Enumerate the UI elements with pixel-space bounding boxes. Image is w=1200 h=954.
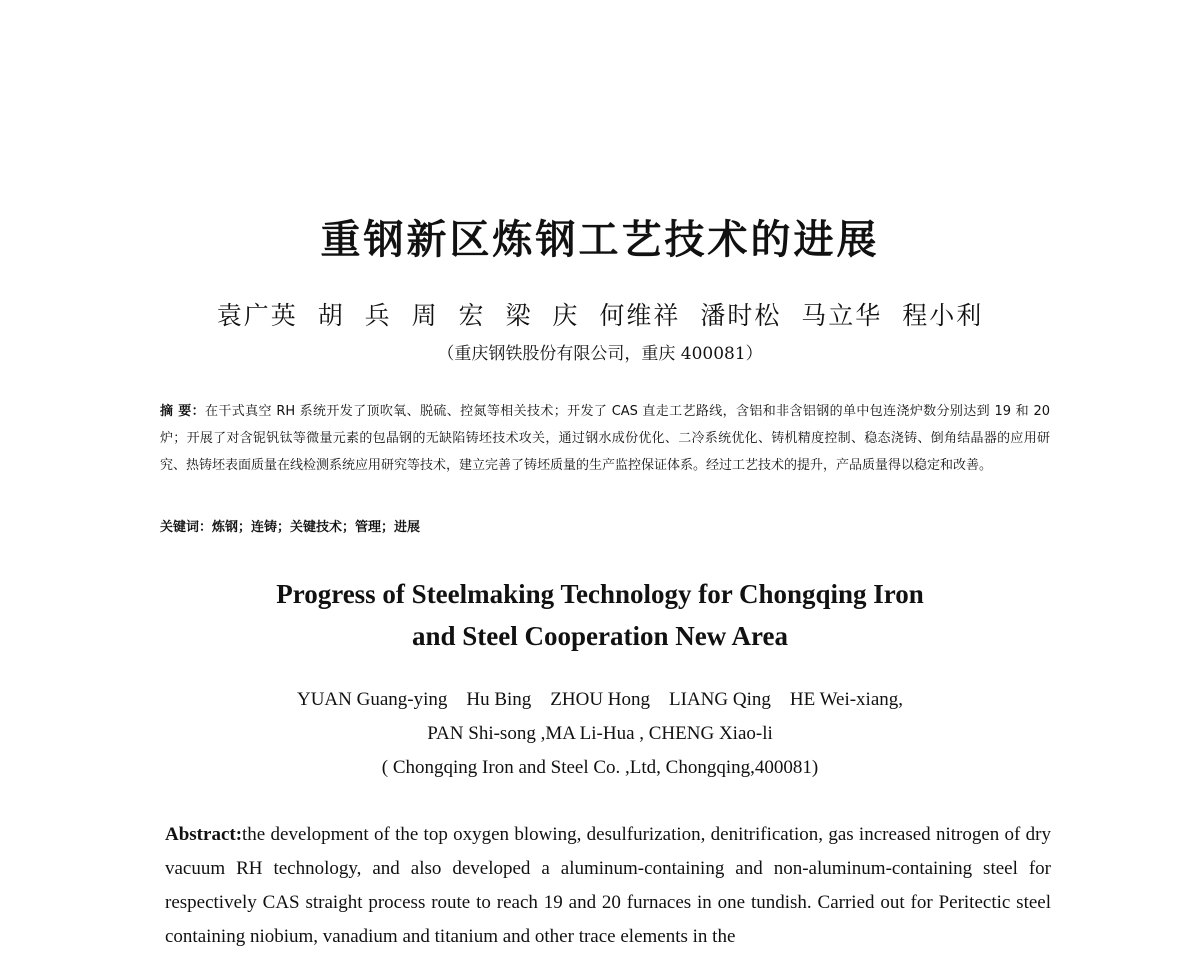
english-title-line-2: and Steel Cooperation New Area xyxy=(412,621,788,651)
chinese-abstract xyxy=(160,398,1050,479)
chinese-authors: 袁广英 胡 兵 周 宏 梁 庆 何维祥 潘时松 马立华 程小利 xyxy=(216,301,984,330)
chinese-keywords-text: 炼钢；连铸；关键技术；管理；进展 xyxy=(212,520,421,535)
english-affiliation: ( Chongqing Iron and Steel Co. ,Ltd, Chongqing,400081) xyxy=(381,757,819,778)
english-title-line-1: Progress of Steelmaking Technology for Chongqing Iron xyxy=(276,579,924,609)
chinese-keywords xyxy=(160,516,420,535)
chinese-abstract-text: 在干式真空 RH 系统开发了顶吹氧、脱硫、控氮等相关技术；开发了 CAS 直走工艺路线，含铝和非含铝钢的单中包连浇炉数分别达到 19 和 20 炉；开展了对含铌钒钛等微量元素的包晶钢的无缺陷铸坯技术攻关，通过钢水成份优化、二冷系统优化、铸机精度控制、稳态浇铸、倒角结晶器的应用研究、热铸坯表面质量在线检测系统应用研究等技术，建立完善了铸坯质量的生产监控保证体系。经过工艺技术的提升，产品质量得以稳定和改善。 xyxy=(160,404,1050,473)
english-abstract-label: Abstract: xyxy=(165,824,243,845)
english-abstract xyxy=(165,818,1051,954)
english-abstract-text: the development of the top oxygen blowing, desulfurization, denitrification, gas increased nitrogen of dry vacuum RH technology, and also developed a aluminum-containing and non-aluminum-containing steel for respectively CAS straight process route to reach 19 and 20 furnaces in one tundish. Carried out for Peritectic steel containing niobium, vanadium and titanium and other trace elements in the xyxy=(165,824,1051,947)
english-authors-line-1: YUAN Guang-ying Hu Bing ZHOU Hong LIANG Qing HE Wei-xiang, xyxy=(296,689,904,710)
english-authors-line-2: PAN Shi-song ,MA Li-Hua , CHENG Xiao-li xyxy=(427,723,773,744)
chinese-abstract-label: 摘 要： xyxy=(160,404,206,419)
chinese-title: 重钢新区炼钢工艺技术的进展 xyxy=(320,217,880,263)
chinese-affiliation: （重庆钢铁股份有限公司，重庆 400081） xyxy=(437,344,763,364)
english-authors xyxy=(0,683,1200,785)
english-title xyxy=(0,573,1200,657)
chinese-keywords-label: 关键词： xyxy=(160,520,213,535)
